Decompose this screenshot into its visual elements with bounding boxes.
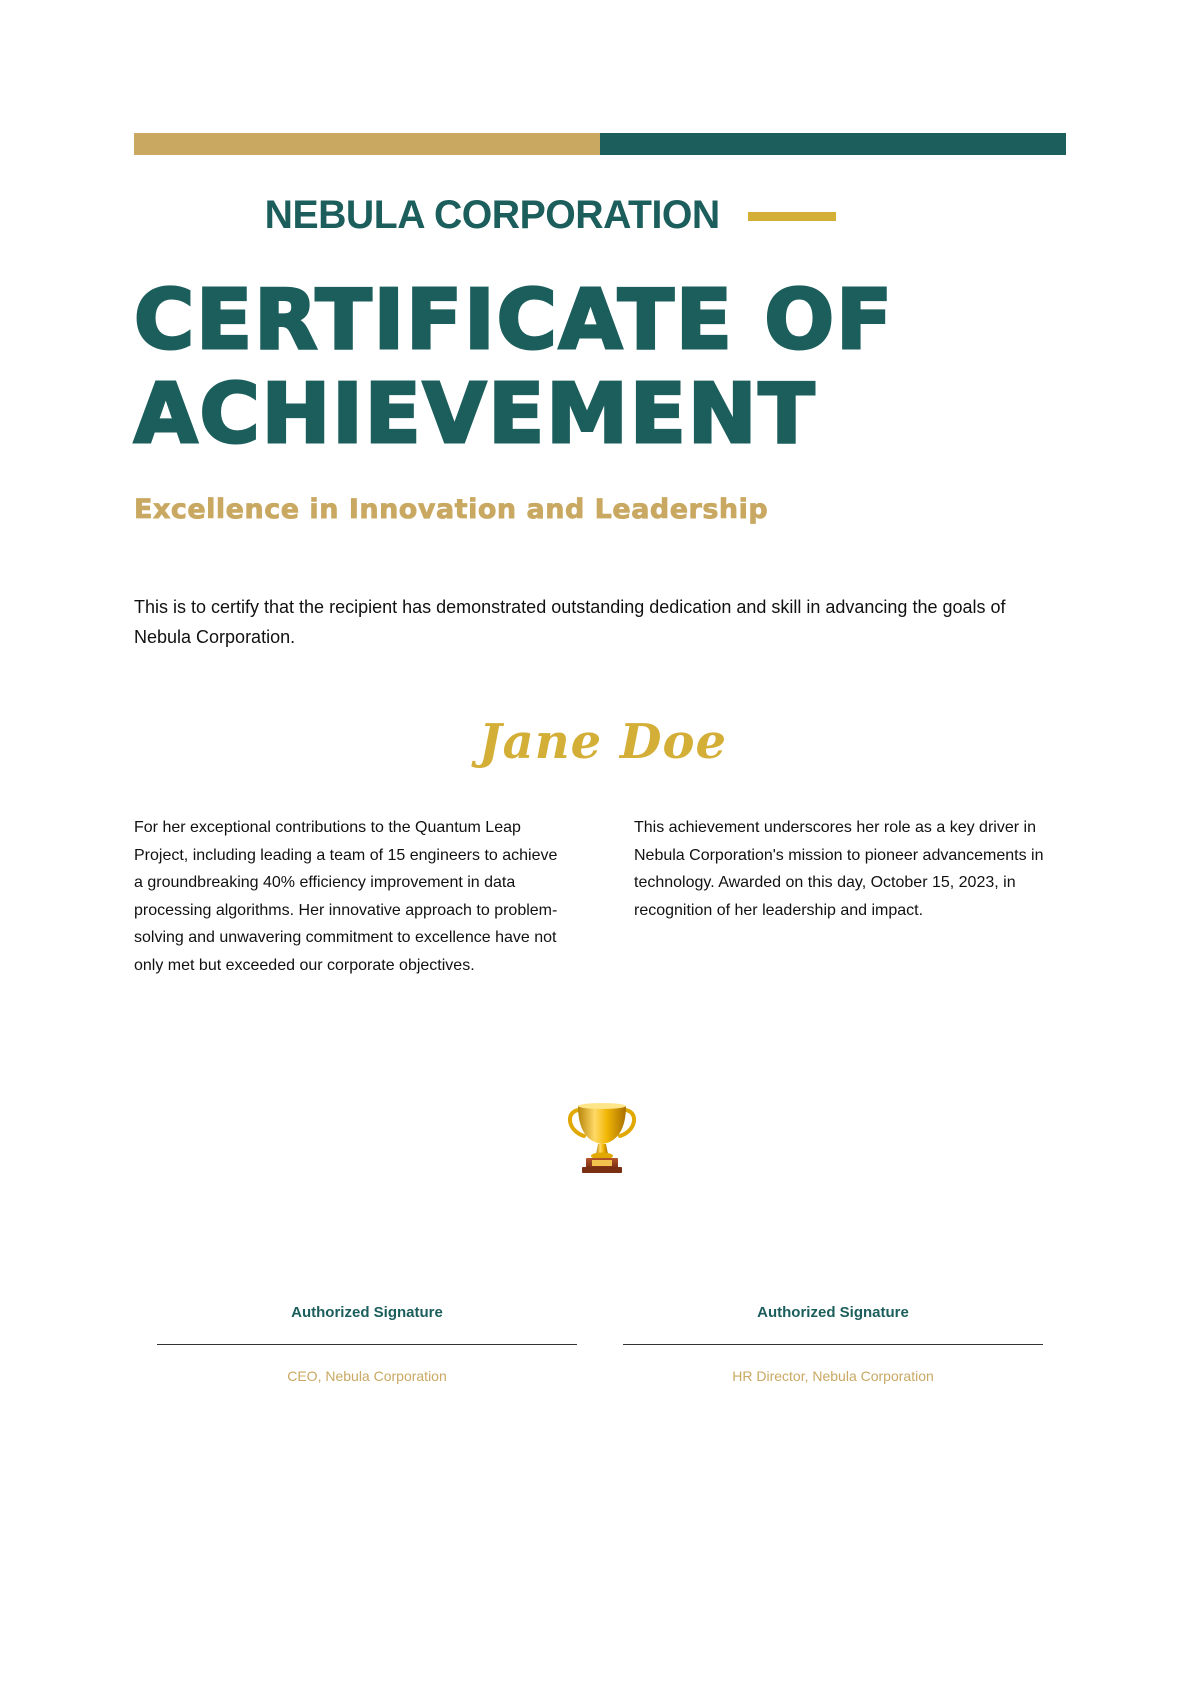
signature-block-hr: [623, 1298, 1043, 1386]
company-name: NEBULA CORPORATION: [264, 193, 720, 237]
citation-columns: [134, 814, 1066, 979]
citation-right: This achievement underscores her role as a key driver in Nebula Corporation's mission to pioneer advancements in technology. Awarded on this day, October 15, 2023, in recognition of her leadership and impact.: [634, 819, 1044, 919]
certificate-title-line-1: CERTIFICATE OF: [134, 273, 895, 368]
signature-section: [157, 1298, 1043, 1386]
signature-label: Authorized Signature: [291, 1304, 443, 1321]
company-header: [134, 190, 1066, 240]
citation-left: For her exceptional contributions to the Quantum Leap Project, including leading a team of 15 engineers to achieve a groundbreaking 40% efficiency improvement in data processing algorithms. Her innovative approach to problem-solving and unwavering commitment to excellence have not only met but exceeded our corporate objectives.: [134, 819, 558, 974]
top-accent-bar: [134, 133, 1066, 155]
signature-role: HR Director, Nebula Corporation: [732, 1368, 934, 1384]
trophy-icon: [562, 1100, 642, 1180]
signature-label: Authorized Signature: [757, 1304, 909, 1321]
accent-bar-gold: [134, 133, 600, 155]
certificate-title-line-2: ACHIEVEMENT: [134, 367, 817, 462]
recipient-name: Jane Doe: [478, 714, 728, 770]
certificate-intro: This is to certify that the recipient has demonstrated outstanding dedication and skill in advancing the goals of Nebula Corporation.: [134, 597, 1006, 647]
signature-line: [157, 1344, 577, 1345]
signature-role: CEO, Nebula Corporation: [287, 1368, 447, 1384]
accent-bar-teal: [600, 133, 1066, 155]
signature-line: [623, 1344, 1043, 1345]
certificate-subtitle: Excellence in Innovation and Leadership: [134, 494, 769, 525]
company-accent-dash: [748, 212, 836, 221]
signature-block-ceo: [157, 1298, 577, 1386]
certificate-title: [134, 274, 894, 462]
